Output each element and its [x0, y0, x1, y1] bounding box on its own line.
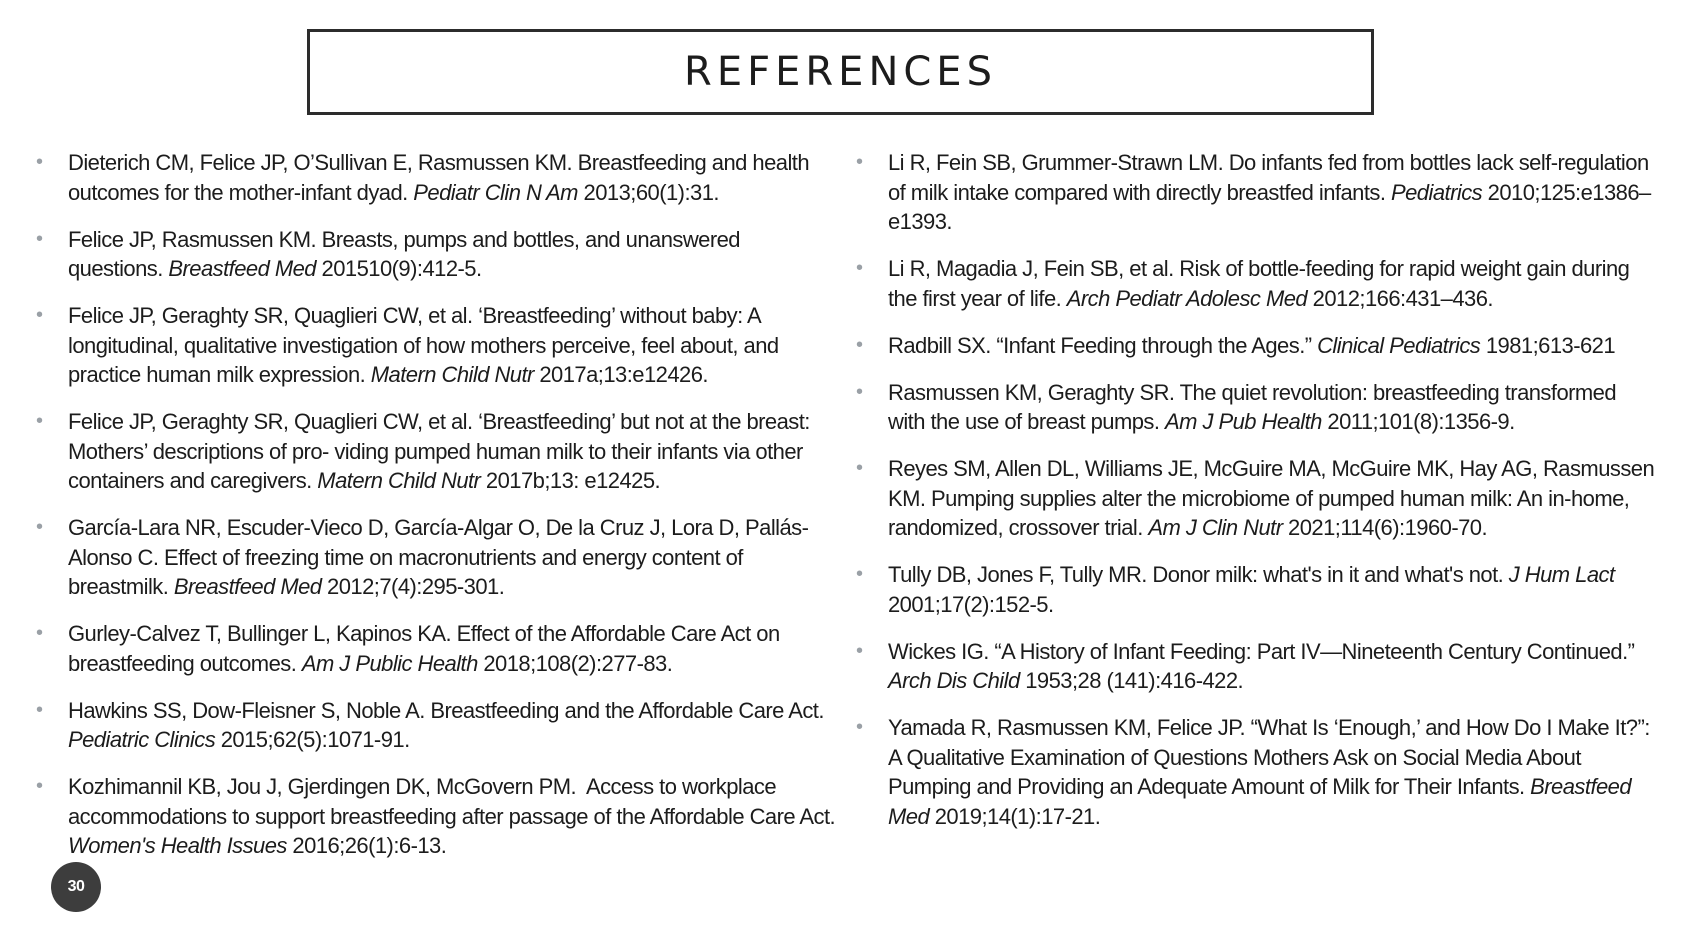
bullet-icon: • — [36, 410, 43, 432]
reference-journal: Breastfeed Med — [173, 574, 322, 599]
reference-journal: Am J Clin Nutr — [1148, 515, 1283, 540]
slide-title: REFERENCES — [684, 49, 997, 95]
reference-journal: Breastfeed Med — [888, 774, 1637, 829]
reference-citation: 2010;125:e1386– e1393. — [888, 179, 1657, 234]
reference-authors-title: García-Lara NR, Escuder-Vieco D, García-Algar O, De la Cruz J, Lora D, Pallás-Alonso C. Effect of freezing time on macronutrients and energy content of breastmilk. — [68, 515, 809, 599]
reference-authors-title: Dieterich CM, Felice JP, O’Sullivan E, Rasmussen KM. Breastfeeding and health outcomes for the mother-infant dyad. — [68, 150, 815, 205]
reference-authors-title: Reyes SM, Allen DL, Williams JE, McGuire MA, McGuire MK, Hay AG, Rasmussen KM. Pumping supplies alter the microbiome of pumped human milk: An in-home, randomized, crossover trial. — [888, 456, 1660, 540]
reference-citation: 1953;28 (141):416-422. — [1019, 668, 1244, 693]
reference-item — [856, 713, 1656, 831]
reference-item — [36, 619, 836, 678]
bullet-icon: • — [856, 333, 863, 356]
references-right-column — [856, 148, 1660, 849]
reference-item — [856, 560, 1656, 619]
reference-authors-title: Rasmussen KM, Geraghty SR. The quiet revolution: breastfeeding transformed with the use of breast pumps. — [888, 379, 1622, 434]
reference-journal: Matern Child Nutr — [370, 362, 534, 387]
reference-item — [856, 331, 1656, 361]
bullet-icon: • — [856, 257, 863, 279]
bullet-icon: • — [36, 698, 43, 721]
reference-item — [36, 407, 836, 496]
reference-citation: 2012;7(4):295-301. — [321, 574, 505, 599]
reference-citation: 2013;60(1):31. — [577, 179, 719, 205]
references-left-column — [36, 148, 841, 878]
reference-citation: 2021;114(6):1960-70. — [1282, 515, 1488, 540]
reference-journal: Pediatr Clin N Am — [413, 179, 578, 205]
reference-citation: 201510(9):412-5. — [315, 256, 482, 281]
reference-authors-title: Gurley-Calvez T, Bullinger L, Kapinos KA. Effect of the Affordable Care Act on breastfeeding outcomes. — [68, 621, 786, 676]
reference-journal: Pediatric Clinics — [68, 727, 216, 752]
reference-item — [856, 454, 1660, 543]
reference-citation: 2012;166:431–436. — [1307, 285, 1493, 311]
reference-authors-title: Felice JP, Rasmussen KM. Breasts, pumps and bottles, and unanswered questions. — [68, 226, 746, 281]
bullet-icon: • — [36, 775, 43, 797]
reference-journal: Arch Dis Child — [888, 668, 1020, 693]
bullet-icon: • — [856, 457, 863, 479]
bullet-icon: • — [36, 151, 43, 173]
bullet-icon: • — [856, 563, 863, 585]
reference-citation: 2017b;13: e12425. — [480, 468, 661, 493]
reference-journal: Am J Public Health — [301, 650, 478, 676]
bullet-icon: • — [36, 516, 43, 538]
reference-authors-title: Felice JP, Geraghty SR, Quaglieri CW, et al. ‘Breastfeeding’ without baby: A longitudinal, qualitative investigation of how mothers perceive, feel about, and practice human milk expression. — [68, 303, 785, 387]
reference-journal: J Hum Lact — [1508, 562, 1615, 587]
reference-citation: 1981;613-621 — [1480, 332, 1616, 358]
reference-authors-title: Felice JP, Geraghty SR, Quaglieri CW, et al. ‘Breastfeeding’ but not at the breast: Mothers’ descriptions of pro- viding pumped human milk to their infants via other containers and caregivers. — [68, 409, 816, 493]
reference-item — [36, 696, 836, 755]
bullet-icon: • — [856, 716, 863, 738]
reference-item — [856, 378, 1656, 437]
reference-item — [856, 148, 1656, 237]
reference-item — [856, 254, 1656, 313]
reference-journal: Clinical Pediatrics — [1317, 332, 1481, 358]
bullet-icon: • — [856, 151, 863, 173]
reference-authors-title: Li R, Magadia J, Fein SB, et al. Risk of bottle-feeding for rapid weight gain during the first year of life. — [888, 256, 1635, 311]
reference-item — [36, 225, 836, 284]
reference-authors-title: Wickes IG. “A History of Infant Feeding: Part IV—Nineteenth Century Continued.” — [888, 638, 1641, 664]
reference-authors-title: Li R, Fein SB, Grummer-Strawn LM. Do infants fed from bottles lack self-regulation of milk intake compared with directly breastfed infants. — [888, 150, 1655, 205]
reference-citation: 2017a;13:e12426. — [533, 362, 708, 387]
reference-authors-title: Hawkins SS, Dow-Fleisner S, Noble A. Breastfeeding and the Affordable Care Act. — [68, 697, 830, 723]
reference-authors-title: Yamada R, Rasmussen KM, Felice JP. “What Is ‘Enough,’ and How Do I Make It?”: A Qualitative Examination of Questions Mothers Ask on Social Media About Pumping and Providing an Adequate Amount of Milk for Their Infants. — [888, 715, 1655, 799]
reference-citation: 2018;108(2):277-83. — [477, 650, 673, 676]
reference-journal: Am J Pub Health — [1165, 409, 1322, 434]
reference-journal: Women's Health Issues — [68, 833, 287, 858]
reference-authors-title: Tully DB, Jones F, Tully MR. Donor milk: what's in it and what's not. — [888, 562, 1509, 587]
reference-item — [36, 513, 836, 602]
bullet-icon: • — [36, 622, 43, 644]
reference-citation: 2019;14(1):17-21. — [929, 803, 1101, 829]
reference-journal: Breastfeed Med — [168, 256, 316, 281]
reference-item — [36, 772, 841, 861]
reference-item — [856, 637, 1656, 696]
reference-journal: Matern Child Nutr — [317, 468, 481, 493]
reference-citation: 2001;17(2):152-5. — [888, 562, 1621, 617]
bullet-icon: • — [36, 304, 43, 326]
reference-journal: Pediatrics — [1391, 179, 1483, 205]
page-number-badge: 30 — [51, 862, 101, 912]
bullet-icon: • — [856, 639, 863, 662]
reference-citation: 2011;101(8):1356-9. — [1321, 409, 1515, 434]
reference-authors-title: Kozhimannil KB, Jou J, Gjerdingen DK, McGovern PM. Access to workplace accommodations to support breastfeeding after passage of the Affordable Care Act. — [68, 774, 841, 829]
bullet-icon: • — [36, 227, 43, 250]
reference-authors-title: Radbill SX. “Infant Feeding through the Ages.” — [888, 332, 1318, 358]
reference-item — [36, 301, 836, 390]
reference-citation: 2015;62(5):1071-91. — [215, 727, 410, 752]
bullet-icon: • — [856, 380, 863, 403]
reference-citation: 2016;26(1):6-13. — [286, 833, 447, 858]
title-box — [307, 29, 1374, 115]
reference-journal: Arch Pediatr Adolesc Med — [1066, 285, 1308, 311]
reference-item — [36, 148, 836, 207]
